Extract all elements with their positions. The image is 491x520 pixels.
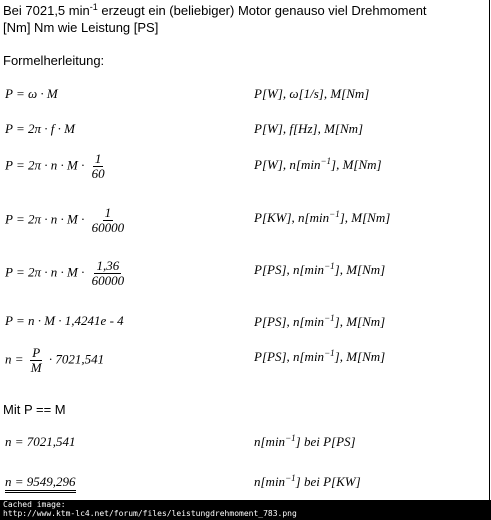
units-text: P[KW], n[min [254,210,330,225]
formula-4-units [254,210,390,226]
fraction-denominator: 60000 [91,273,125,288]
fraction-denominator: 60000 [91,220,125,235]
result-2-rhs [254,474,361,490]
units-sup: −1 [324,313,335,323]
formula-5-lhs [5,259,128,288]
header-text-a: Bei 7021,5 min [3,3,90,18]
fraction-numerator: 1 [94,151,102,166]
mit-label: Mit P == M [3,402,66,417]
derivation-title: Formelherleitung: [3,53,105,68]
header-text-b: erzeugt ein (beliebiger) Motor genauso viel Drehmoment [101,3,427,18]
fraction-numerator: P [32,345,41,360]
formula-5-fraction [90,259,127,288]
formula-4-fraction [90,206,127,235]
units-sup: −1 [324,261,335,271]
formula-3-units [254,157,382,173]
formula-2-units: P[W], f[Hz], M[Nm] [254,121,364,136]
formula-1-units: P[W], ω[1/s], M[Nm] [254,86,370,101]
result-1-lhs: n = 7021,541 [5,434,76,449]
units-text-end: ], M[Nm] [334,349,386,364]
cache-label: Cached image: [3,500,66,509]
formula-7-lhs-tail: · 7021,541 [48,351,105,367]
header-line-2: [Nm] Nm wie Leistung [PS] [3,20,159,35]
fraction-numerator: 1 [104,205,112,220]
formula-3-fraction [90,152,107,181]
formula-6-units [254,314,385,330]
image-right-border [489,0,490,500]
formula-5-units [254,262,385,278]
formula-4-lhs-text: P = 2π · n · M · [5,211,85,227]
formula-4-lhs [5,206,128,235]
fraction-denominator: 60 [91,166,105,181]
units-sup: −1 [329,209,340,219]
units-text: P[PS], n[min [254,314,325,329]
units-text: P[PS], n[min [254,262,325,277]
units-text: P[PS], n[min [254,349,325,364]
formula-5-lhs-text: P = 2π · n · M · [5,264,85,280]
result-sup: −1 [285,473,296,483]
units-text: P[W], n[min [254,157,321,172]
result-text: n[min [254,474,286,489]
formula-3-lhs-text: P = 2π · n · M · [5,157,85,173]
formula-7-lhs-text: n = [5,351,24,367]
result-1-rhs [254,434,356,450]
formula-6-lhs: P = n · M · 1,4241e - 4 [5,313,124,328]
units-sup: −1 [324,348,335,358]
header-sup: -1 [89,2,98,12]
units-sup: −1 [320,156,332,166]
formula-1-lhs: P = ω · M [5,86,58,101]
units-text-end: ], M[Nm] [334,314,386,329]
result-2-underlined: n = 9549,296 [5,474,76,493]
result-text: n[min [254,434,286,449]
result-sup: −1 [285,433,296,443]
cache-bar [0,500,491,520]
result-text-end: ] bei P[KW] [295,474,361,489]
units-text-end: ], M[Nm] [334,262,386,277]
cache-url[interactable]: http://www.ktm-lc4.net/forum/files/leistungdrehmoment_783.png [3,509,297,518]
formula-7-lhs [5,346,104,375]
fraction-denominator: M [30,360,42,375]
header-line-1 [3,3,427,18]
fraction-numerator: 1,36 [96,258,120,273]
formula-3-lhs [5,152,109,181]
formula-7-units [254,349,385,365]
units-text-end: ], M[Nm] [339,210,391,225]
units-text-end: ], M[Nm] [331,157,382,172]
formula-2-lhs: P = 2π · f · M [5,121,75,136]
formula-7-fraction [29,346,44,375]
result-2-lhs [5,474,76,490]
result-text-end: ] bei P[PS] [295,434,356,449]
